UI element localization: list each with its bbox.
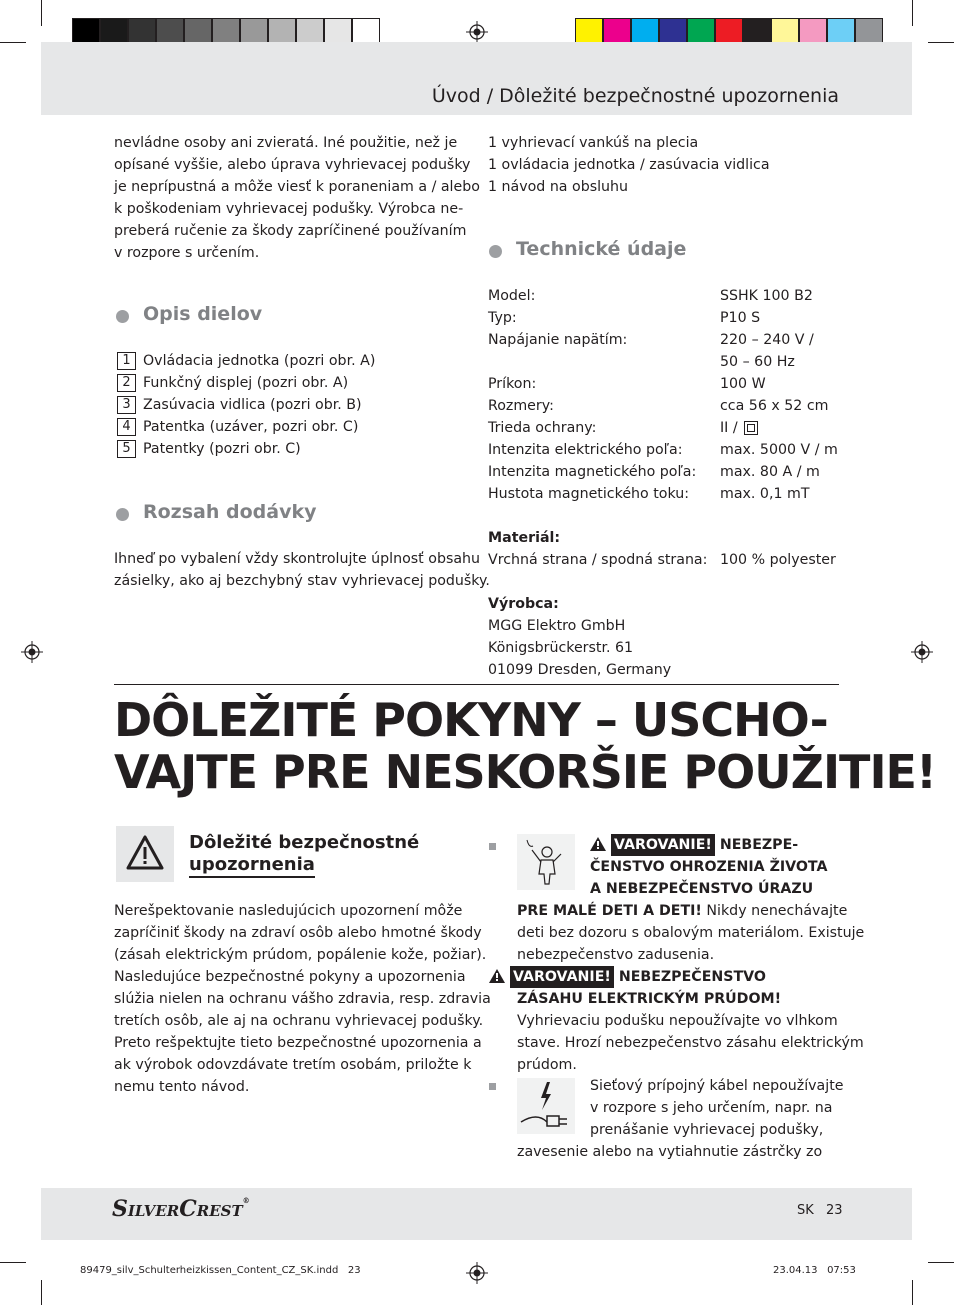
text-line: Ihneď po vybalení vždy skontrolujte úplnosť obsahu bbox=[114, 551, 481, 567]
spec-label: Príkon: bbox=[488, 376, 537, 392]
spec-label: Hustota magnetického toku: bbox=[488, 486, 690, 502]
material-value: 100 % polyester bbox=[720, 552, 836, 568]
text-line: opísané vyššie, alebo úprava vyhrievacej podušky bbox=[114, 157, 471, 173]
page-number: 23 bbox=[826, 1203, 843, 1218]
section-bullet-icon bbox=[116, 508, 129, 521]
warning-badge: VAROVANIE! bbox=[611, 834, 715, 856]
spec-label: Rozmery: bbox=[488, 398, 554, 414]
text-line: zásielky, ako aj bezchybný stav vyhrievacej podušky. bbox=[114, 573, 490, 589]
spec-value: max. 5000 V / m bbox=[720, 442, 838, 458]
part-label: Funkčný displej (pozri obr. A) bbox=[143, 375, 349, 391]
cable-hazard-icon-box bbox=[517, 1078, 575, 1134]
crop-mark bbox=[928, 42, 954, 43]
spec-label: Model: bbox=[488, 288, 536, 304]
warning-heading: PRE MALÉ DETI A DETI! bbox=[517, 903, 702, 919]
spec-label: Trieda ochrany: bbox=[488, 420, 597, 436]
text-line: ak výrobok odovzdávate tretím osobám, priložte k bbox=[114, 1057, 472, 1073]
registration-mark-icon bbox=[21, 641, 43, 663]
part-label: Patentky (pozri obr. C) bbox=[143, 441, 301, 457]
list-bullet-icon bbox=[489, 1083, 496, 1090]
crop-mark bbox=[41, 0, 42, 26]
spec-label: Napájanie napätím: bbox=[488, 332, 628, 348]
crop-mark bbox=[0, 1262, 26, 1263]
material-heading: Materiál: bbox=[488, 530, 561, 546]
warning-heading: NEBEZPE- bbox=[719, 837, 799, 853]
warning-heading: ZÁSAHU ELEKTRICKÝM PRÚDOM! bbox=[517, 991, 782, 1007]
spec-value: P10 S bbox=[720, 310, 761, 326]
text-line: tretích osôb, ale aj na ochranu vyhrievacej podušky. bbox=[114, 1013, 484, 1029]
child-hazard-icon-box bbox=[517, 834, 575, 890]
warning-heading: A NEBEZPEČENSTVO ÚRAZU bbox=[590, 881, 814, 897]
crop-mark bbox=[928, 1262, 954, 1263]
parts-heading: Opis dielov bbox=[143, 303, 263, 325]
electric-plug-icon bbox=[517, 1078, 575, 1134]
delivery-item: 1 vyhrievací vankúš na plecia bbox=[488, 135, 699, 151]
safety-heading-line1: Dôležité bezpečnostné bbox=[189, 832, 420, 853]
brand-logo: SILVERCREST® bbox=[112, 1196, 250, 1222]
warning-text: prúdom. bbox=[517, 1057, 577, 1073]
warning-line bbox=[590, 834, 798, 856]
warning-badge: VAROVANIE! bbox=[510, 966, 614, 988]
spec-value: max. 80 A / m bbox=[720, 464, 820, 480]
text-line: (zásah elektrickým prúdom, popálenie kože, požiar). bbox=[114, 947, 487, 963]
slug-filename: 89479_silv_Schulterheizkissen_Content_CZ_SK.indd 23 bbox=[80, 1265, 361, 1276]
crop-mark bbox=[0, 42, 26, 43]
warning-text: v rozpore s jeho určením, napr. na bbox=[590, 1100, 833, 1116]
warning-line bbox=[489, 966, 766, 988]
warning-heading: NEBEZPEČENSTVO bbox=[618, 969, 766, 985]
tech-heading: Technické údaje bbox=[516, 238, 687, 260]
spec-value: SSHK 100 B2 bbox=[720, 288, 813, 304]
text-line: nevládne osoby ani zvieratá. Iné použitie, než je bbox=[114, 135, 458, 151]
maker-line: 01099 Dresden, Germany bbox=[488, 662, 672, 678]
warning-icon-box bbox=[116, 826, 174, 882]
text-line: preberá ručenie za škody zapríčinené používaním bbox=[114, 223, 467, 239]
warning-text bbox=[517, 900, 847, 922]
text-line: nemu tento návod. bbox=[114, 1079, 250, 1095]
registration-mark-icon bbox=[911, 641, 933, 663]
page-title: Úvod / Dôležité bezpečnostné upozornenia bbox=[431, 85, 839, 107]
language-code: SK bbox=[797, 1203, 814, 1218]
text-line: Preto rešpektujte tieto bezpečnostné upozornenia a bbox=[114, 1035, 482, 1051]
part-number: 3 bbox=[117, 396, 136, 414]
part-number: 1 bbox=[117, 352, 136, 370]
registration-mark-icon bbox=[466, 1262, 488, 1284]
maker-heading: Výrobca: bbox=[488, 596, 559, 612]
text-line: zapríčiniť škody na zdraví osôb alebo hmotné škody bbox=[114, 925, 482, 941]
text-line: slúžia nielen na ochranu vášho zdravia, resp. zdravia bbox=[114, 991, 491, 1007]
warning-triangle-icon bbox=[590, 837, 606, 851]
spec-value: 220 – 240 V / bbox=[720, 332, 814, 348]
warning-text-part: Nikdy nenechávajte bbox=[701, 903, 848, 919]
warning-text: prenášanie vyhrievacej podušky, bbox=[590, 1122, 824, 1138]
spec-value: max. 0,1 mT bbox=[720, 486, 810, 502]
part-number: 5 bbox=[117, 440, 136, 458]
crop-mark bbox=[912, 1280, 913, 1305]
warning-text: Vyhrievaciu podušku nepoužívajte vo vlhkom bbox=[517, 1013, 838, 1029]
text-line: k poškodeniam vyhrievacej podušky. Výrobca ne- bbox=[114, 201, 464, 217]
main-heading-line1: DÔLEŽITÉ POKYNY – USCHO- bbox=[114, 693, 828, 747]
text-line: je neprípustná a môže viesť k poraneniam a / alebo bbox=[114, 179, 480, 195]
delivery-heading: Rozsah dodávky bbox=[143, 501, 317, 523]
slug-date: 23.04.13 07:53 bbox=[773, 1265, 856, 1276]
maker-line: MGG Elektro GmbH bbox=[488, 618, 626, 634]
spec-value: cca 56 x 52 cm bbox=[720, 398, 829, 414]
spec-value: 100 W bbox=[720, 376, 766, 392]
part-label: Patentka (uzáver, pozri obr. C) bbox=[143, 419, 359, 435]
safety-heading-line2: upozornenia bbox=[189, 854, 315, 878]
list-bullet-icon bbox=[489, 843, 496, 850]
section-bullet-icon bbox=[116, 310, 129, 323]
warning-text: Sieťový prípojný kábel nepoužívajte bbox=[590, 1078, 844, 1094]
maker-line: Königsbrückerstr. 61 bbox=[488, 640, 634, 656]
part-label: Ovládacia jednotka (pozri obr. A) bbox=[143, 353, 376, 369]
warning-heading: ČENSTVO OHROZENIA ŽIVOTA bbox=[590, 859, 828, 875]
warning-triangle-icon bbox=[125, 834, 165, 872]
delivery-item: 1 ovládacia jednotka / zasúvacia vidlica bbox=[488, 157, 770, 173]
divider bbox=[114, 684, 839, 685]
spec-label: Intenzita elektrického poľa: bbox=[488, 442, 683, 458]
warning-text: nebezpečenstvo zadusenia. bbox=[517, 947, 715, 963]
protection-class-ii-icon bbox=[744, 421, 758, 435]
spec-value: II / bbox=[720, 420, 738, 436]
section-bullet-icon bbox=[489, 245, 502, 258]
text-line: Nerešpektovanie nasledujúcich upozornení môže bbox=[114, 903, 463, 919]
crop-mark bbox=[41, 1280, 42, 1305]
delivery-item: 1 návod na obsluhu bbox=[488, 179, 629, 195]
registration-mark-icon bbox=[466, 21, 488, 43]
part-number: 4 bbox=[117, 418, 136, 436]
spec-label: Intenzita magnetického poľa: bbox=[488, 464, 697, 480]
material-label: Vrchná strana / spodná strana: bbox=[488, 552, 708, 568]
warning-triangle-icon bbox=[489, 969, 505, 983]
spec-value: 50 – 60 Hz bbox=[720, 354, 795, 370]
part-number: 2 bbox=[117, 374, 136, 392]
text-line: Nasledujúce bezpečnostné pokyny a upozornenia bbox=[114, 969, 466, 985]
text-line: v rozpore s určením. bbox=[114, 245, 260, 261]
child-figure-icon bbox=[517, 834, 575, 890]
part-label: Zasúvacia vidlica (pozri obr. B) bbox=[143, 397, 362, 413]
main-heading-line2: VAJTE PRE NESKORŠIE POUŽITIE! bbox=[114, 745, 936, 799]
warning-text: zavesenie alebo na vytiahnutie zástrčky zo bbox=[517, 1144, 823, 1160]
spec-label: Typ: bbox=[488, 310, 517, 326]
crop-mark bbox=[912, 0, 913, 26]
warning-text: deti bez dozoru s obalovým materiálom. Existuje bbox=[517, 925, 865, 941]
warning-text: stave. Hrozí nebezpečenstvo zásahu elektrickým bbox=[517, 1035, 864, 1051]
